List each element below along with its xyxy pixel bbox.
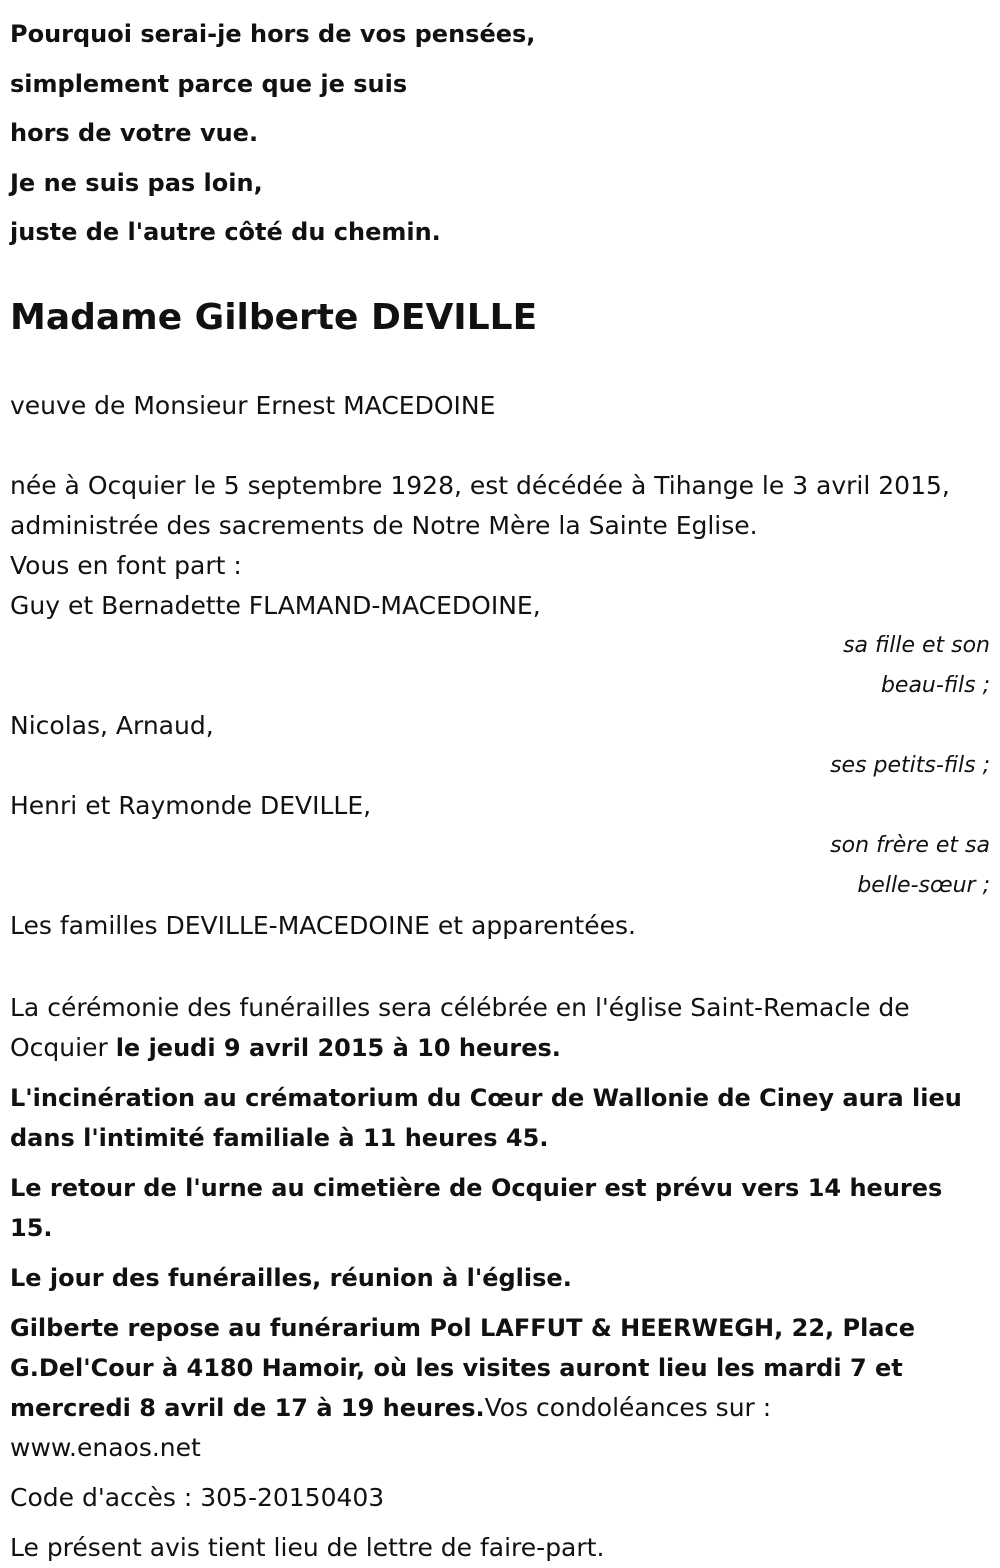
relation-label <box>10 746 990 786</box>
meeting-info: Le jour des funérailles, réunion à l'église. <box>10 1263 572 1292</box>
visit-hours: mercredi 8 avril de 17 à 19 heures. <box>10 1393 485 1422</box>
cremation-line: dans l'intimité familiale à 11 heures 45. <box>10 1123 549 1152</box>
relative-name: Henri et Raymonde DEVILLE, <box>10 790 372 820</box>
ceremony-info <box>10 988 990 1068</box>
relation-label <box>10 626 990 706</box>
access-code: Code d'accès : 305-20150403 <box>10 1482 385 1512</box>
cremation-info <box>10 1078 990 1158</box>
poem-line: juste de l'autre côté du chemin. <box>10 218 441 247</box>
relation-line: sa fille et son <box>843 632 990 658</box>
poem-line: hors de votre vue. <box>10 119 259 148</box>
website-link[interactable]: www.enaos.net <box>10 1432 201 1462</box>
cremation-line: L'incinération au crématorium du Cœur de Wallonie de Ciney aura lieu <box>10 1083 962 1112</box>
widow-of: veuve de Monsieur Ernest MACEDOINE <box>10 390 496 420</box>
visit-hours-line <box>10 1388 990 1428</box>
poem <box>10 0 990 258</box>
ceremony-line: La cérémonie des funérailles sera célébrée en l'église Saint-Remacle de <box>10 992 910 1022</box>
urn-line: 15. <box>10 1213 53 1242</box>
relation-line: ses petits-fils ; <box>830 752 990 778</box>
relation-line: beau-fils ; <box>880 672 990 698</box>
closing-note: Le présent avis tient lieu de lettre de faire-part. <box>10 1532 605 1562</box>
sacraments-line: administrée des sacrements de Notre Mère la Sainte Eglise. <box>10 510 758 540</box>
family-intro: Vous en font part : <box>10 550 242 580</box>
family-section <box>10 546 990 946</box>
relation-label <box>10 826 990 906</box>
extended-families: Les familles DEVILLE-MACEDOINE et apparentées. <box>10 910 636 940</box>
condolences-label: Vos condoléances sur : <box>484 1392 772 1422</box>
funeral-home-info <box>10 1308 990 1468</box>
relative-name: Nicolas, Arnaud, <box>10 710 214 740</box>
urn-line: Le retour de l'urne au cimetière de Ocquier est prévu vers 14 heures <box>10 1173 943 1202</box>
ceremony-place: Ocquier <box>10 1032 116 1062</box>
funeral-home-line: G.Del'Cour à 4180 Hamoir, où les visites auront lieu les mardi 7 et <box>10 1353 903 1382</box>
poem-line: Je ne suis pas loin, <box>10 168 263 197</box>
poem-line: Pourquoi serai-je hors de vos pensées, <box>10 20 536 48</box>
deceased-name: Madame Gilberte DEVILLE <box>10 296 538 338</box>
relative-name: Guy et Bernadette FLAMAND-MACEDOINE, <box>10 590 541 620</box>
funeral-home-line: Gilberte repose au funérarium Pol LAFFUT & HEERWEGH, 22, Place <box>10 1313 916 1342</box>
relation-line: belle-sœur ; <box>857 872 990 898</box>
poem-line: simplement parce que je suis <box>10 69 408 98</box>
ceremony-date-line <box>10 1028 990 1068</box>
birth-death-info <box>10 466 990 546</box>
birth-death-line: née à Ocquier le 5 septembre 1928, est décédée à Tihange le 3 avril 2015, <box>10 470 950 500</box>
urn-info <box>10 1168 990 1248</box>
relation-line: son frère et sa <box>830 832 990 858</box>
ceremony-date: le jeudi 9 avril 2015 à 10 heures. <box>115 1033 561 1062</box>
